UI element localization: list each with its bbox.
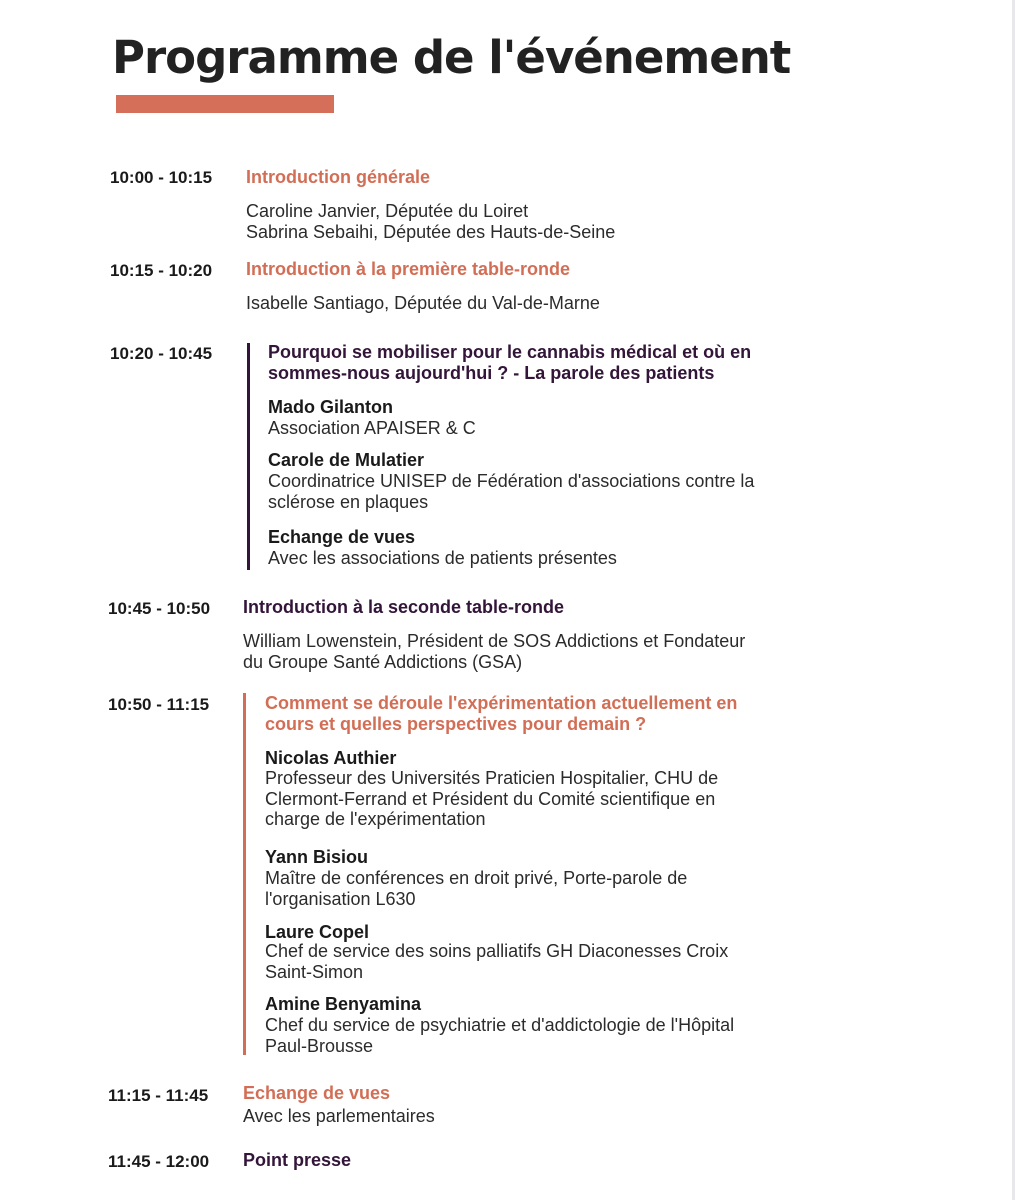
speaker-name: Mado Gilanton (268, 397, 393, 417)
speaker-name: Nicolas Authier (265, 748, 397, 768)
speaker-role: Chef du service de psychiatrie et d'addictologie de l'Hôpital Paul-Brousse (265, 1015, 735, 1056)
session-time: 11:15 - 11:45 (108, 1086, 209, 1105)
session-heading: Echange de vues (243, 1083, 391, 1103)
speaker-role: Coordinatrice UNISEP de Fédération d'associations contre la sclérose en plaques (268, 471, 755, 512)
session-detail: Caroline Janvier, Députée du Loiret Sabrina Sebaihi, Députée des Hauts-de-Seine (246, 201, 616, 242)
roundtable-heading: Comment se déroule l'expérimentation actuellement en cours et quelles perspectives pour demain ? (265, 693, 738, 734)
session-detail: William Lowenstein, Président de SOS Addictions et Fondateur du Groupe Santé Addictions (GSA) (243, 631, 746, 672)
session-heading: Introduction à la seconde table-ronde (243, 597, 565, 617)
session-time: 10:15 - 10:20 (110, 261, 213, 280)
session-heading: Introduction générale (246, 167, 431, 187)
speaker-name: Carole de Mulatier (268, 450, 425, 470)
session-time: 11:45 - 12:00 (108, 1152, 210, 1171)
session-detail: Avec les parlementaires (243, 1106, 435, 1126)
roundtable-bar (243, 693, 246, 1055)
session-heading: Introduction à la première table-ronde (246, 259, 571, 279)
speaker-role: Association APAISER & C (268, 418, 476, 438)
session-heading: Point presse (243, 1150, 352, 1170)
page-title: Programme de l'événement (112, 31, 791, 84)
speaker-name: Echange de vues (268, 527, 416, 547)
session-detail: Isabelle Santiago, Députée du Val-de-Marne (246, 293, 600, 313)
speaker-role: Chef de service des soins palliatifs GH Diaconesses Croix Saint-Simon (265, 941, 729, 982)
speaker-name: Laure Copel (265, 922, 370, 942)
session-time: 10:45 - 10:50 (108, 599, 211, 618)
speaker-name: Yann Bisiou (265, 847, 369, 867)
session-time: 10:50 - 11:15 (108, 695, 210, 714)
speaker-role: Avec les associations de patients présentes (268, 548, 617, 568)
roundtable-bar (247, 343, 250, 570)
title-underline-bar (116, 95, 334, 113)
roundtable-heading: Pourquoi se mobiliser pour le cannabis médical et où en sommes-nous aujourd'hui ? - La parole des patients (268, 342, 752, 383)
speaker-role: Maître de conférences en droit privé, Porte-parole de l'organisation L630 (265, 868, 688, 909)
session-time: 10:20 - 10:45 (110, 344, 213, 363)
speaker-name: Amine Benyamina (265, 994, 422, 1014)
session-time: 10:00 - 10:15 (110, 168, 213, 187)
speaker-role: Professeur des Universités Praticien Hospitalier, CHU de Clermont-Ferrand et Président du Comité scientifique en charge de l'expérimentation (265, 768, 719, 829)
